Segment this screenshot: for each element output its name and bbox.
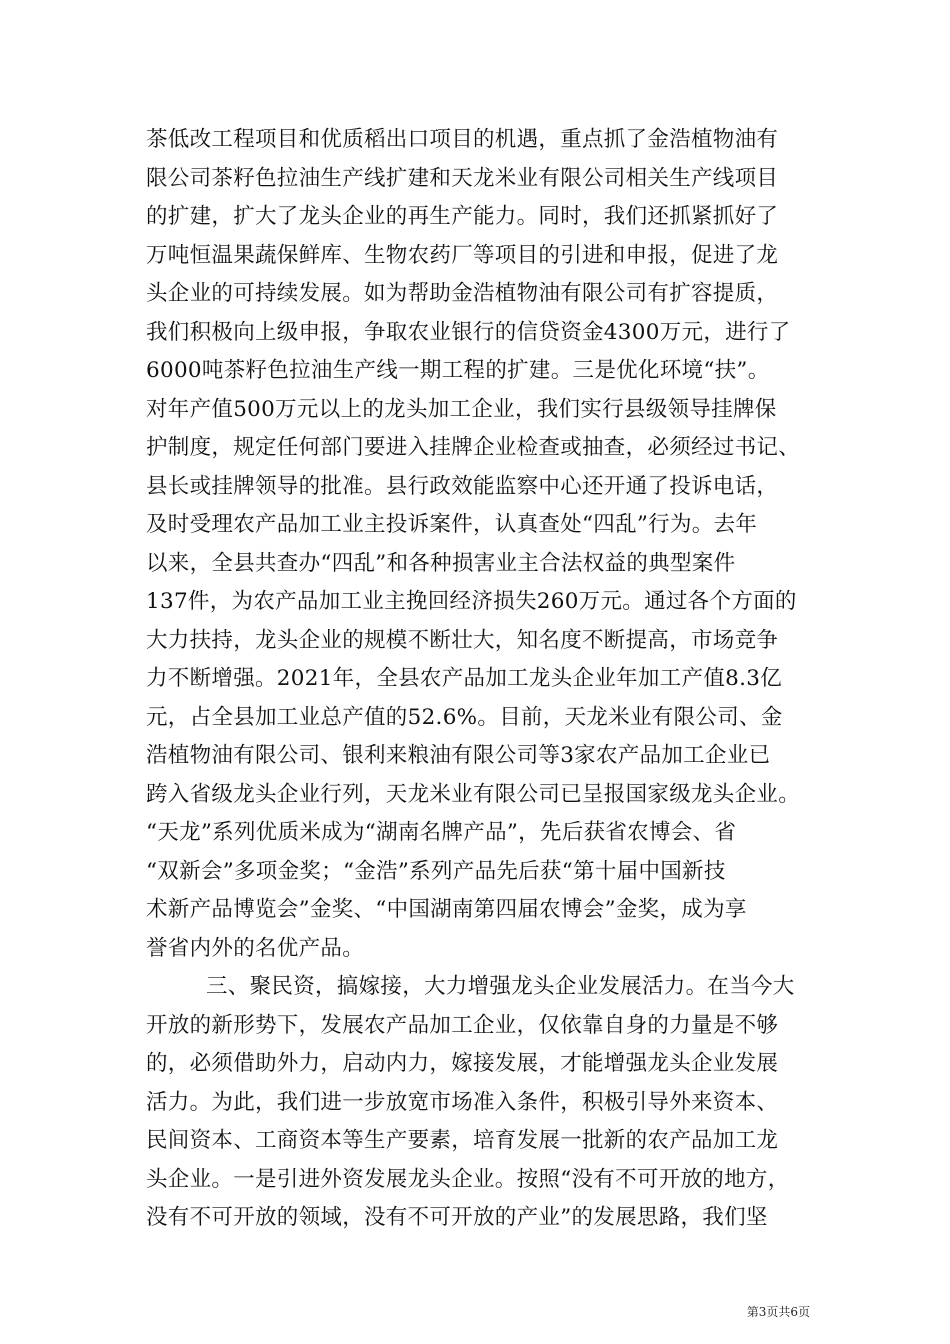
text-line: “天龙”系列优质米成为“湖南名牌产品”，先后获省农博会、省 — [146, 820, 737, 845]
text-line: 县长或挂牌领导的批准。县行政效能监察中心还开通了投诉电话， — [146, 473, 779, 499]
text-line: 茶低改工程项目和优质稻出口项目的机遇，重点抓了金浩植物油有 — [146, 127, 779, 152]
text-line: 137件，为农产品加工业主挽回经济损失260万元。通过各个方面的 — [146, 589, 797, 614]
text-line: 限公司茶籽色拉油生产线扩建和天龙米业有限公司相关生产线项目 — [146, 165, 779, 191]
text-line: 对年产值500万元以上的龙头加工企业，我们实行县级领导挂牌保 — [146, 396, 777, 422]
text-line: 头企业的可持续发展。如为帮助金浩植物油有限公司有扩容提质， — [146, 281, 779, 306]
text-line: 活力。为此，我们进一步放宽市场准入条件，积极引导外来资本、 — [146, 1089, 779, 1115]
text-line: 术新产品博览会”金奖、“中国湖南第四届农博会”金奖，成为享 — [146, 897, 747, 922]
text-line: 民间资本、工商资本等生产要素，培育发展一批新的农产品加工龙 — [146, 1128, 779, 1153]
text-line: 及时受理农产品加工业主投诉案件，认真查处“四乱”行为。去年 — [146, 512, 758, 537]
text-line: 浩植物油有限公司、银利来粮油有限公司等3家农产品加工企业已 — [146, 743, 771, 768]
text-line: 大力扶持，龙头企业的规模不断壮大，知名度不断提高，市场竞争 — [146, 627, 779, 653]
text-line: 的，必须借助外力，启动内力，嫁接发展，才能增强龙头企业发展 — [146, 1051, 779, 1076]
text-line: 我们积极向上级申报，争取农业银行的信贷资金4300万元，进行了 — [146, 319, 791, 345]
text-line: 誉省内外的名优产品。 — [146, 935, 365, 961]
text-line: 护制度，规定任何部门要进入挂牌企业检查或抽查，必须经过书记、 — [146, 435, 801, 460]
text-line: 6000吨茶籽色拉油生产线一期工程的扩建。三是优化环境“扶”。 — [146, 358, 770, 383]
text-line: “双新会”多项金奖；“金浩”系列产品先后获“第十届中国新技 — [146, 858, 726, 884]
text-line: 开放的新形势下，发展农产品加工企业，仅依靠自身的力量是不够 — [146, 1012, 779, 1038]
text-line: 元，占全县加工业总产值的52.6%。目前，天龙米业有限公司、金 — [146, 704, 783, 730]
paragraph-start-line: 三、聚民资，搞嫁接，大力增强龙头企业发展活力。在当今大 — [206, 974, 795, 999]
text-line: 头企业。一是引进外资发展龙头企业。按照“没有不可开放的地方， — [146, 1166, 790, 1192]
text-line: 万吨恒温果蔬保鲜库、生物农药厂等项目的引进和申报，促进了龙 — [146, 242, 779, 268]
page-number: 第3页共6页 — [746, 1305, 810, 1319]
text-line: 力不断增强。2021年，全县农产品加工龙头企业年加工产值8.3亿 — [146, 666, 783, 691]
text-line: 的扩建，扩大了龙头企业的再生产能力。同时，我们还抓紧抓好了 — [146, 204, 779, 229]
text-line: 没有不可开放的领域，没有不可开放的产业”的发展思路，我们坚 — [146, 1205, 768, 1230]
document-body — [146, 121, 810, 1238]
text-line: 以来，全县共查办“四乱”和各种损害业主合法权益的典型案件 — [146, 550, 736, 576]
text-line: 跨入省级龙头企业行列，天龙米业有限公司已呈报国家级龙头企业。 — [146, 781, 801, 807]
